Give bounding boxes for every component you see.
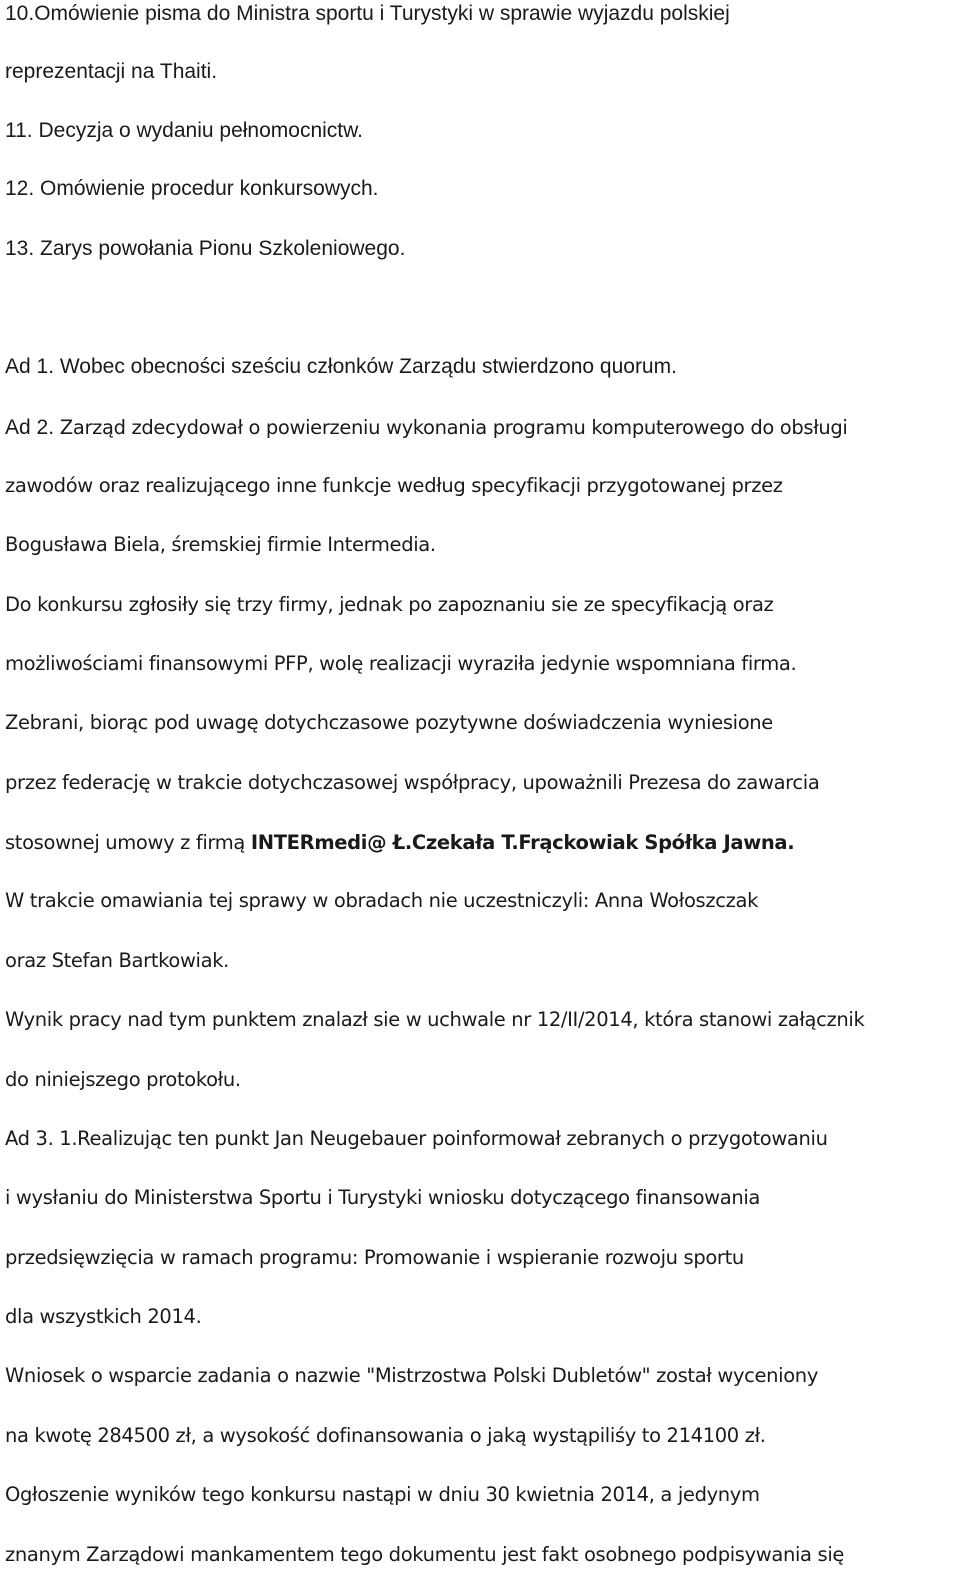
ad3-line: na kwotę 284500 zł, a wysokość dofinansowania o jaką wystąpiliśy to 214100 zł. bbox=[5, 1424, 766, 1447]
ad2-line: W trakcie omawiania tej sprawy w obradach nie uczestniczyli: Anna Wołoszczak bbox=[5, 889, 759, 912]
ad2-line: Zebrani, biorąc pod uwagę dotychczasowe pozytywne doświadczenia wyniesione bbox=[5, 711, 773, 734]
contract-company-name: INTERmedi@ Ł.Czekała T.Frąckowiak Spółka Jawna. bbox=[250, 831, 795, 854]
ad3-line: znanym Zarządowi mankamentem tego dokumentu jest fakt osobnego podpisywania się bbox=[5, 1543, 845, 1566]
contract-prefix: stosownej umowy z firmą bbox=[5, 831, 251, 854]
agenda-item-13: 13. Zarys powołania Pionu Szkoleniowego. bbox=[5, 237, 406, 260]
ad2-line: możliwościami finansowymi PFP, wolę realizacji wyraziła jedynie wspomniana firma. bbox=[5, 652, 797, 675]
ad2-line: przez federację w trakcie dotychczasowej współpracy, upoważnili Prezesa do zawarcia bbox=[5, 771, 820, 794]
ad1-paragraph: Ad 1. Wobec obecności sześciu członków Zarządu stwierdzono quorum. bbox=[5, 355, 677, 378]
ad2-line: Bogusława Biela, śremskiej firmie Intermedia. bbox=[5, 533, 436, 556]
ad2-first-line bbox=[5, 413, 848, 442]
ad2-line: zawodów oraz realizującego inne funkcje według specyfikacji przygotowanej przez bbox=[5, 474, 783, 497]
ad3-line: przedsięwzięcia w ramach programu: Promowanie i wspieranie rozwoju sportu bbox=[5, 1246, 744, 1269]
agenda-item-11: 11. Decyzja o wydaniu pełnomocnictw. bbox=[5, 119, 363, 142]
ad3-line: dla wszystkich 2014. bbox=[5, 1305, 202, 1328]
ad3-line: i wysłaniu do Ministerstwa Sportu i Turystyki wniosku dotyczącego finansowania bbox=[5, 1186, 761, 1209]
agenda-item-10-continued: reprezentacji na Thaiti. bbox=[5, 60, 218, 83]
ad2-lead-text: Zarząd zdecydował o powierzeniu wykonania programu komputerowego do obsługi bbox=[59, 416, 848, 439]
agenda-item-10: 10.Omówienie pisma do Ministra sportu i Turystyki w sprawie wyjazdu polskiej bbox=[5, 2, 730, 25]
ad2-contract-line bbox=[5, 828, 794, 857]
ad2-line: Do konkursu zgłosiły się trzy firmy, jednak po zapoznaniu sie ze specyfikacją oraz bbox=[5, 593, 774, 616]
ad2-line: do niniejszego protokołu. bbox=[5, 1068, 241, 1091]
ad3-line: Ad 3. 1.Realizując ten punkt Jan Neugebauer poinformował zebranych o przygotowaniu bbox=[5, 1127, 828, 1150]
ad2-label: Ad 2. bbox=[5, 416, 60, 439]
ad3-line: Wniosek o wsparcie zadania o nazwie "Mistrzostwa Polski Dubletów" został wyceniony bbox=[5, 1364, 819, 1387]
ad3-line: Ogłoszenie wyników tego konkursu nastąpi w dniu 30 kwietnia 2014, a jedynym bbox=[5, 1483, 760, 1506]
ad2-line: oraz Stefan Bartkowiak. bbox=[5, 949, 229, 972]
ad2-line: Wynik pracy nad tym punktem znalazł sie w uchwale nr 12/II/2014, która stanowi załącznik bbox=[5, 1008, 865, 1031]
agenda-item-12: 12. Omówienie procedur konkursowych. bbox=[5, 177, 379, 200]
